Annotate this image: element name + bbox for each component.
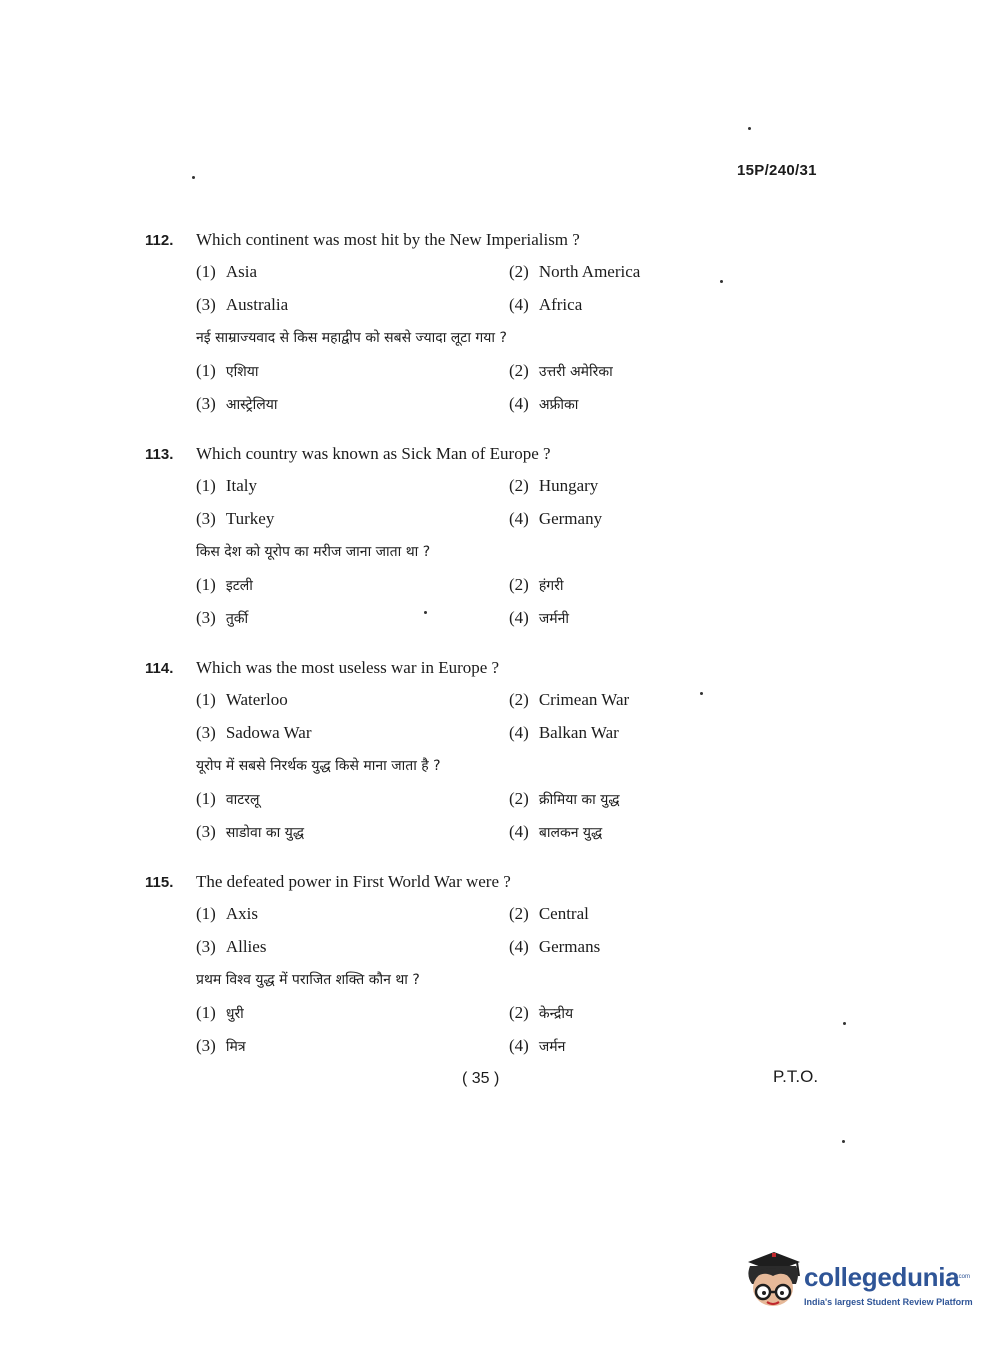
scan-speck — [700, 692, 703, 695]
brand-name: collegedunia — [804, 1262, 960, 1292]
question-112 — [145, 232, 765, 427]
pto-marker: P.T.O. — [773, 1067, 819, 1086]
scan-speck — [843, 1022, 846, 1025]
hindi-option-4: (4) अफ्रीका — [509, 394, 579, 413]
hindi-option-1: (1) वाटरलू — [196, 789, 260, 808]
option-1: (1) Italy — [196, 476, 257, 495]
hindi-option-2: (2) उत्तरी अमेरिका — [509, 361, 613, 380]
brand-tagline: India's largest Student Review Platform — [804, 1297, 973, 1307]
option-4: (4) Balkan War — [509, 723, 619, 742]
hindi-question-text: यूरोप में सबसे निरर्थक युद्ध किसे माना जाता है ? — [196, 758, 441, 774]
mascot-icon — [742, 1250, 804, 1310]
option-4: (4) Germany — [509, 509, 603, 528]
option-3: (3) Turkey — [196, 509, 275, 528]
scan-speck — [748, 127, 751, 130]
option-3: (3) Allies — [196, 937, 267, 956]
hindi-option-4: (4) जर्मन — [509, 1036, 566, 1055]
hindi-option-2: (2) केन्द्रीय — [509, 1003, 574, 1022]
question-text: Which continent was most hit by the New Imperialism ? — [196, 230, 580, 249]
scan-speck — [720, 280, 723, 283]
scan-speck — [424, 611, 427, 614]
option-3: (3) Australia — [196, 295, 289, 314]
option-2: (2) Central — [509, 904, 589, 923]
option-1: (1) Asia — [196, 262, 257, 281]
option-3: (3) Sadowa War — [196, 723, 312, 742]
hindi-option-3: (3) आस्ट्रेलिया — [196, 394, 278, 413]
question-number: 113. — [145, 446, 174, 463]
question-number: 112. — [145, 232, 174, 249]
option-4: (4) Germans — [509, 937, 601, 956]
option-2: (2) Hungary — [509, 476, 599, 495]
paper-code: 15P/240/31 — [737, 162, 817, 179]
option-1: (1) Waterloo — [196, 690, 288, 709]
question-115 — [145, 874, 765, 1069]
hindi-option-1: (1) धुरी — [196, 1003, 244, 1022]
hindi-option-4: (4) बालकन युद्ध — [509, 822, 603, 841]
hindi-option-1: (1) एशिया — [196, 361, 259, 380]
option-2: (2) Crimean War — [509, 690, 630, 709]
brand-domain: .com — [957, 1274, 971, 1280]
hindi-question-text: नई साम्राज्यवाद से किस महाद्वीप को सबसे ज्यादा लूटा गया ? — [196, 330, 507, 346]
hindi-option-1: (1) इटली — [196, 575, 253, 594]
hindi-option-3: (3) तुर्की — [196, 608, 249, 627]
option-4: (4) Africa — [509, 295, 583, 314]
question-number: 115. — [145, 874, 174, 891]
option-1: (1) Axis — [196, 904, 258, 923]
hindi-option-2: (2) हंगरी — [509, 575, 564, 594]
hindi-question-text: प्रथम विश्व युद्ध में पराजित शक्ति कौन था ? — [196, 972, 420, 988]
scan-speck — [192, 176, 195, 179]
scan-speck — [842, 1140, 845, 1143]
hindi-question-text: किस देश को यूरोप का मरीज जाना जाता था ? — [196, 544, 431, 560]
hindi-option-4: (4) जर्मनी — [509, 608, 569, 627]
collegedunia-logo — [742, 1250, 972, 1310]
hindi-option-3: (3) साडोवा का युद्ध — [196, 822, 305, 841]
page-number: ( 35 ) — [462, 1070, 500, 1087]
question-text: Which was the most useless war in Europe ? — [196, 658, 500, 677]
question-114 — [145, 660, 765, 855]
question-number: 114. — [145, 660, 174, 677]
question-text: The defeated power in First World War were ? — [196, 872, 511, 891]
hindi-option-2: (2) क्रीमिया का युद्ध — [509, 789, 620, 808]
hindi-option-3: (3) मित्र — [196, 1036, 246, 1055]
question-text: Which country was known as Sick Man of Europe ? — [196, 444, 551, 463]
option-2: (2) North America — [509, 262, 641, 281]
question-113 — [145, 446, 765, 641]
